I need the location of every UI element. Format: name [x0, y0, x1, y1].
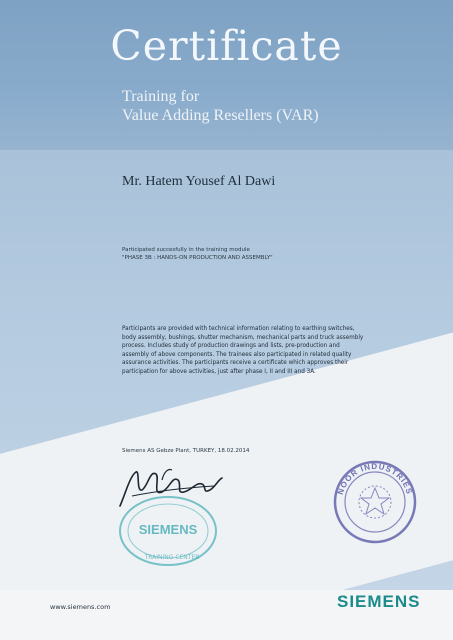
recipient-name: Mr. Hatem Yousef Al Dawi [122, 174, 276, 189]
stamp-ring-text: TRAINING CENTER [144, 554, 200, 561]
participation-statement [122, 246, 273, 262]
subtitle-line-2: Value Adding Resellers (VAR) [122, 107, 319, 124]
subtitle-line-1: Training for [122, 88, 200, 105]
description-line: body assembly, bushings, shutter mechanism, mechanical parts and truck assembly [122, 334, 364, 341]
stamp-siemens-text: SIEMENS [138, 522, 198, 537]
description-line: Participants are provided with technical information relating to earthing switches, [122, 326, 355, 332]
noor-industries-stamp [330, 457, 420, 547]
siemens-logo: SIEMENS [337, 592, 421, 611]
website-link[interactable]: www.siemens.com [50, 603, 111, 611]
stamp-ring-text: NOOR INDUSTRIES [335, 461, 415, 496]
signature [112, 462, 227, 512]
course-description [122, 325, 408, 377]
description-line: process. Includes study of production drawings and lists, pre-production and [122, 343, 340, 350]
location-date: Siemens AS Gebze Plant, TURKEY, 18.02.2014 [122, 448, 250, 454]
description-line: assembly of above components. The trainees also participated in related quality [122, 351, 352, 358]
description-line: participation for above activities, just after phase I, II and III and 3A. [122, 368, 316, 375]
participation-line-1: Participated succesfully in the training module [122, 247, 250, 253]
participation-module: "PHASE 3B : HANDS-ON PRODUCTION AND ASSEMBLY" [122, 255, 273, 261]
description-line: assurance activities. The participants receive a certificate which approves their [122, 360, 349, 367]
certificate-title: Certificate [110, 22, 343, 70]
